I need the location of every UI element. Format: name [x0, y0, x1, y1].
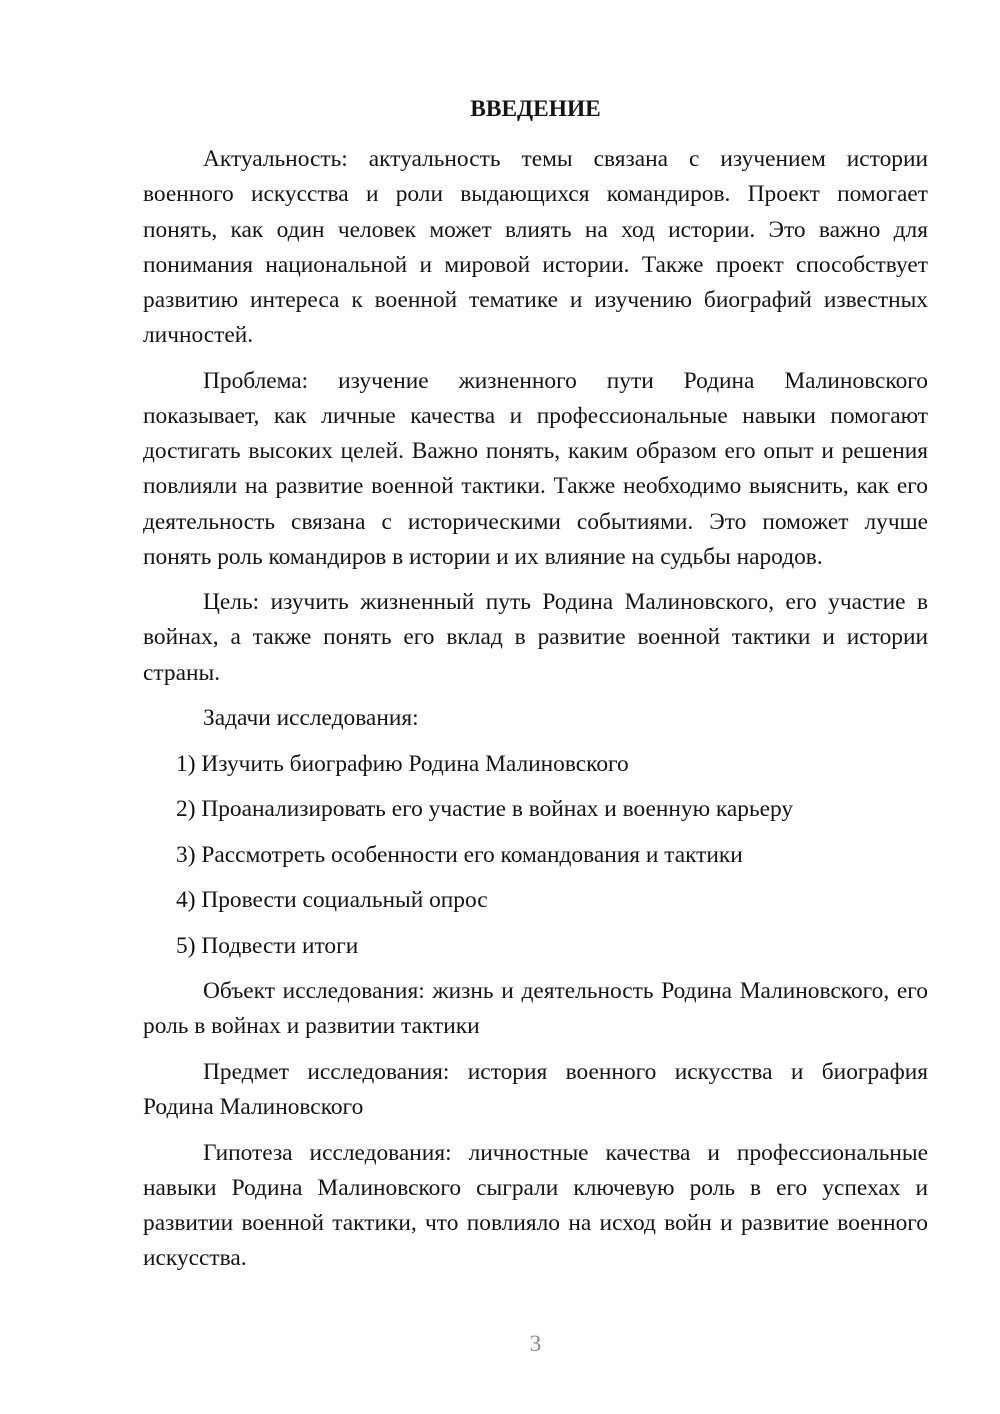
goal-paragraph: Цель: изучить жизненный путь Родина Малиновского, его участие в войнах, а также понять его вклад в развитие военной тактики и истории страны.	[143, 589, 928, 686]
list-item: 5) Подвести итоги	[176, 932, 359, 959]
object-paragraph: Объект исследования: жизнь и деятельность Родина Малиновского, его роль в войнах и развитии тактики	[143, 978, 928, 1040]
subject-paragraph: Предмет исследования: история военного искусства и биография Родина Малиновского	[143, 1058, 928, 1121]
list-item: 1) Изучить биографию Родина Малиновского	[176, 750, 629, 777]
list-item: 4) Провести социальный опрос	[176, 887, 488, 914]
relevance-paragraph: Актуальность: актуальность темы связана с изучением истории военного искусства и роли выдающихся командиров. Проект помогает понять, как один человек может влиять на ход истории. Это важно для понимания национальной и мировой истории. Также проект способствует развитию интереса к военной тематике и изучению биографий известных личностей.	[143, 146, 928, 349]
tasks-list	[143, 747, 928, 964]
problem-paragraph: Проблема: изучение жизненного пути Родина Малиновского показывает, как личные качества и профессиональные навыки помогают достигать высоких целей. Важно понять, каким образом его опыт и решения повлияли на развитие военной тактики. Также необходимо выяснить, как его деятельность связана с историческими событиями. Это поможет лучше понять роль командиров в истории и их влияние на судьбы народов.	[143, 367, 928, 570]
list-item: 2) Проанализировать его участие в войнах и военную карьеру	[176, 796, 794, 823]
page-title: ВВЕДЕНИЕ	[470, 96, 601, 122]
page-number: 3	[529, 1331, 542, 1357]
page-content	[143, 92, 928, 1287]
list-item: 3) Рассмотреть особенности его командования и тактики	[176, 841, 743, 868]
tasks-heading: Задачи исследования:	[203, 705, 419, 732]
hypothesis-paragraph: Гипотеза исследования: личностные качества и профессиональные навыки Родина Малиновского сыграли ключевую роль в его успехах и развитии военной тактики, что повлияло на исход войн и развитие военного искусства.	[143, 1139, 928, 1272]
